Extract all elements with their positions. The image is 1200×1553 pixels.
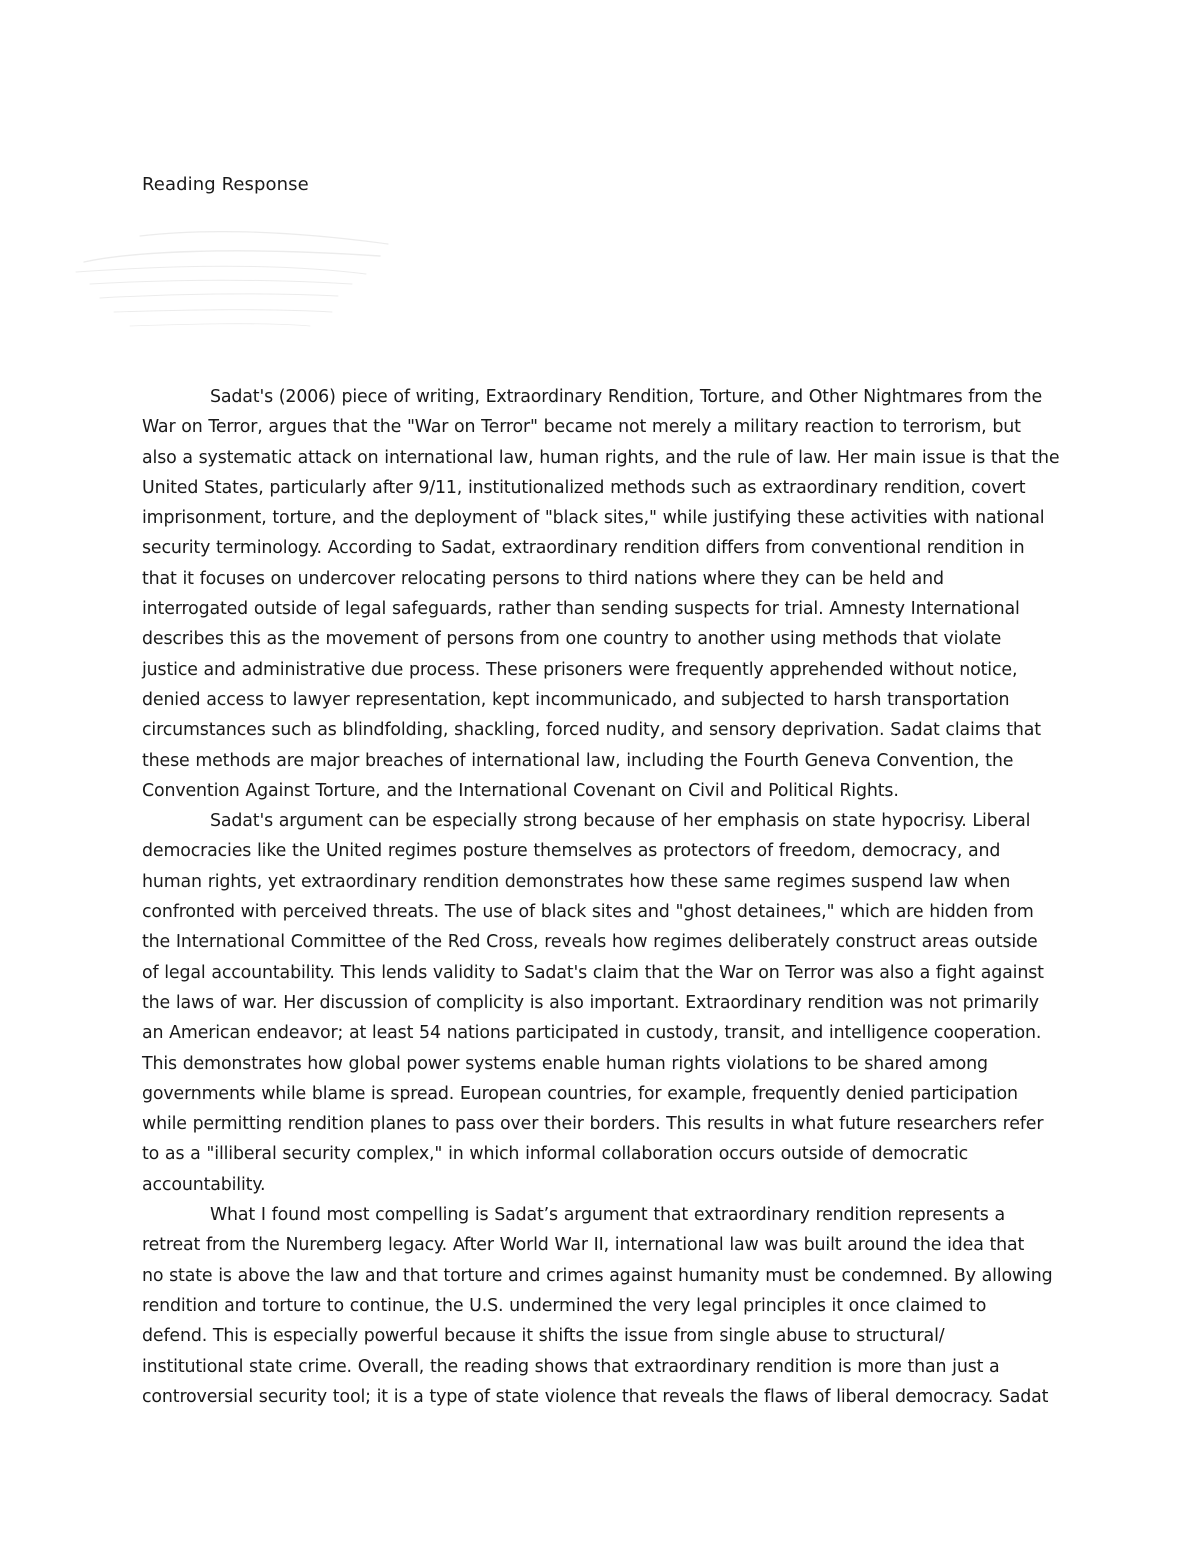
paragraph-first-line: Sadat's argument can be especially strong because of her emphasis on state hypocrisy. Liberal [210, 811, 1031, 832]
text-line: justice and administrative due process. These prisoners were frequently apprehended without notice, [142, 659, 1018, 680]
text-line: democracies like the United regimes posture themselves as protectors of freedom, democracy, and [142, 841, 1001, 862]
text-line: also a systematic attack on international law, human rights, and the rule of law. Her main issue is that the [142, 447, 1060, 468]
text-line: of legal accountability. This lends validity to Sadat's claim that the War on Terror was also a fight against [142, 962, 1044, 983]
text-line: an American endeavor; at least 54 nations participated in custody, transit, and intelligence cooperation. [142, 1023, 1042, 1044]
text-line: human rights, yet extraordinary rendition demonstrates how these same regimes suspend law when [142, 871, 1011, 892]
text-line: no state is above the law and that torture and crimes against humanity must be condemned. By allowing [142, 1265, 1053, 1286]
text-line: while permitting rendition planes to pass over their borders. This results in what future researchers refer [142, 1114, 1044, 1135]
text-line: the International Committee of the Red Cross, reveals how regimes deliberately construct areas outside [142, 932, 1038, 953]
text-line: United States, particularly after 9/11, institutionalized methods such as extraordinary rendition, covert [142, 477, 1026, 498]
paragraph-first-line: Sadat's (2006) piece of writing, Extraordinary Rendition, Torture, and Other Nightmares from the [210, 387, 1043, 407]
text-line: these methods are major breaches of international law, including the Fourth Geneva Convention, the [142, 750, 1014, 771]
text-line: that it focuses on undercover relocating persons to third nations where they can be held and [142, 568, 944, 589]
text-line: defend. This is especially powerful because it shifts the issue from single abuse to structural/ [142, 1326, 945, 1347]
text-line: governments while blame is spread. European countries, for example, frequently denied participation [142, 1083, 1018, 1104]
paragraph-first-line: What I found most compelling is Sadat’s argument that extraordinary rendition represents a [210, 1205, 1005, 1226]
text-line: to as a "illiberal security complex," in which informal collaboration occurs outside of democratic [142, 1144, 969, 1165]
text-line: institutional state crime. Overall, the reading shows that extraordinary rendition is more than just a [142, 1356, 1000, 1377]
text-line: security terminology. According to Sadat, extraordinary rendition differs from conventional rendition in [142, 538, 1025, 559]
text-line: accountability. [142, 1174, 266, 1195]
text-line: the laws of war. Her discussion of complicity is also important. Extraordinary rendition was not primarily [142, 992, 1039, 1013]
text-line: retreat from the Nuremberg legacy. After World War II, international law was built around the idea that [142, 1235, 1025, 1256]
text-line: denied access to lawyer representation, kept incommunicado, and subjected to harsh transportation [142, 689, 1010, 710]
text-line: interrogated outside of legal safeguards, rather than sending suspects for trial. Amnesty International [142, 599, 1020, 620]
document-title: Reading Response [142, 174, 309, 195]
text-line: War on Terror, argues that the "War on Terror" became not merely a military reaction to terrorism, but [142, 417, 1021, 438]
redacted-header-block [70, 222, 400, 332]
text-line: confronted with perceived threats. The use of black sites and "ghost detainees," which are hidden from [142, 902, 1034, 923]
text-line: controversial security tool; it is a type of state violence that reveals the flaws of liberal democracy. Sadat [142, 1386, 1049, 1407]
text-line: imprisonment, torture, and the deployment of "black sites," while justifying these activities with national [142, 508, 1045, 529]
text-line: circumstances such as blindfolding, shackling, forced nudity, and sensory deprivation. Sadat claims that [142, 720, 1041, 741]
text-line: This demonstrates how global power systems enable human rights violations to be shared among [142, 1053, 988, 1074]
text-line: rendition and torture to continue, the U.S. undermined the very legal principles it once claimed to [142, 1295, 987, 1316]
text-line: Convention Against Torture, and the International Covenant on Civil and Political Rights. [142, 780, 899, 801]
essay-body [142, 382, 1062, 1412]
text-line: describes this as the movement of persons from one country to another using methods that violate [142, 629, 1002, 650]
